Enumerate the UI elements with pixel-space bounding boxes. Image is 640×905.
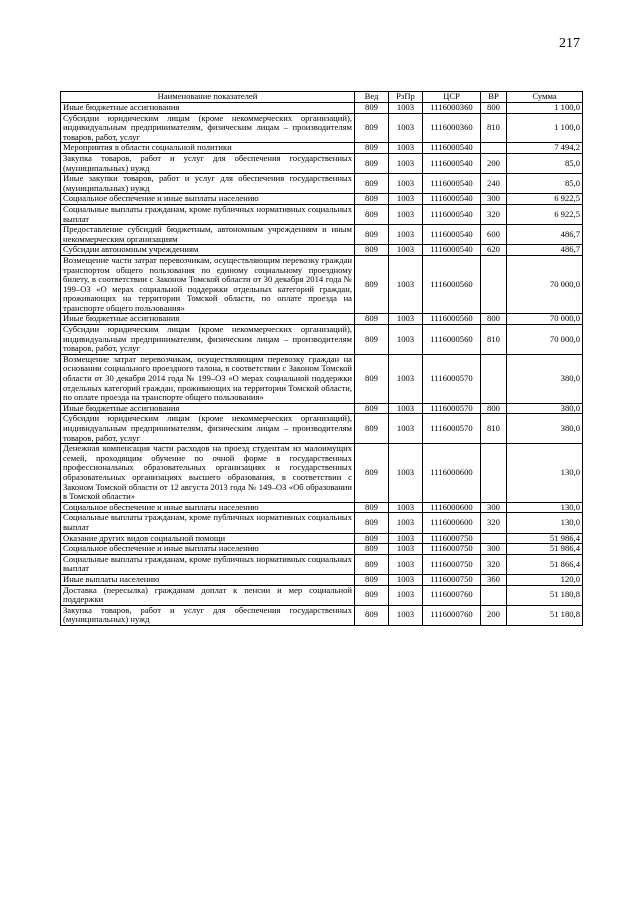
cell-rzpr: 1003 [389,204,423,224]
cell-sum: 130,0 [507,502,583,513]
cell-ved: 809 [355,403,389,414]
cell-name: Субсидии автономным учреждениям [61,245,355,256]
cell-name: Иные закупки товаров, работ и услуг для обеспечения государственных (муниципальных) нужд [61,174,355,194]
cell-csr: 1116000750 [423,533,481,544]
cell-rzpr: 1003 [389,245,423,256]
cell-csr: 1116000360 [423,113,481,143]
cell-rzpr: 1003 [389,403,423,414]
cell-sum: 51 866,4 [507,554,583,574]
cell-ved: 809 [355,354,389,403]
cell-sum: 380,0 [507,354,583,403]
cell-vr: 300 [481,502,507,513]
cell-csr: 1116000570 [423,414,481,444]
cell-name: Иные бюджетные ассигнования [61,314,355,325]
cell-name: Иные бюджетные ассигнования [61,403,355,414]
header-ved: Вед [355,92,389,103]
cell-vr: 810 [481,113,507,143]
cell-sum: 51 180,8 [507,605,583,625]
cell-name: Иные выплаты населению [61,574,355,585]
cell-csr: 1116000760 [423,605,481,625]
cell-rzpr: 1003 [389,143,423,154]
table-row [61,245,583,256]
cell-rzpr: 1003 [389,174,423,194]
cell-rzpr: 1003 [389,414,423,444]
cell-ved: 809 [355,513,389,533]
table-row [61,314,583,325]
cell-ved: 809 [355,502,389,513]
table-row [61,414,583,444]
cell-ved: 809 [355,574,389,585]
table-row [61,204,583,224]
table-row [61,225,583,245]
cell-sum: 85,0 [507,153,583,173]
cell-name: Оказание других видов социальной помощи [61,533,355,544]
header-sum: Сумма [507,92,583,103]
table-header-row [61,92,583,103]
cell-vr: 200 [481,605,507,625]
cell-vr: 800 [481,314,507,325]
header-csr: ЦСР [423,92,481,103]
cell-rzpr: 1003 [389,325,423,355]
cell-rzpr: 1003 [389,585,423,605]
cell-name: Денежная компенсация части расходов на проезд студентам из малоимущих семей, проходящим обучение по очной форме в государственных профессиональных образовательных организациях и государственных образовательных организациях высшего образования, в соответствии с Законом Томской области от 12 августа 2013 года № 149–ОЗ «Об образовании в Томской области» [61,444,355,503]
cell-vr: 800 [481,403,507,414]
cell-sum: 486,7 [507,245,583,256]
cell-ved: 809 [355,605,389,625]
cell-csr: 1116000570 [423,403,481,414]
cell-rzpr: 1003 [389,225,423,245]
cell-ved: 809 [355,314,389,325]
cell-name: Иные бюджетные ассигнования [61,103,355,114]
cell-vr [481,533,507,544]
cell-name: Возмещение затрат перевозчикам, осуществляющим перевозку граждан на основании социального проездного талона, в соответствии с Законом Томской области от 30 декабря 2014 года № 199–ОЗ «О мерах социальной поддержки отдельных категорий граждан, проживающих на территории Томской области, по оплате проезда на транспорте общего пользования» [61,354,355,403]
cell-name: Субсидии юридическим лицам (кроме некоммерческих организаций), индивидуальным предпринимателям, физическим лицам – производителям товаров, работ, услуг [61,113,355,143]
cell-vr: 620 [481,245,507,256]
cell-ved: 809 [355,533,389,544]
cell-vr: 300 [481,194,507,205]
cell-vr [481,255,507,314]
table-row [61,153,583,173]
cell-sum: 380,0 [507,403,583,414]
cell-vr: 360 [481,574,507,585]
cell-sum: 85,0 [507,174,583,194]
cell-vr [481,444,507,503]
cell-name: Предоставление субсидий бюджетным, автономным учреждениям и иным некоммерческим организациям [61,225,355,245]
cell-vr: 800 [481,103,507,114]
cell-csr: 1116000540 [423,245,481,256]
cell-csr: 1116000750 [423,554,481,574]
cell-name: Социальное обеспечение и иные выплаты населению [61,194,355,205]
cell-sum: 486,7 [507,225,583,245]
cell-name: Закупка товаров, работ и услуг для обеспечения государственных (муниципальных) нужд [61,605,355,625]
cell-csr: 1116000600 [423,513,481,533]
cell-name: Социальное обеспечение и иные выплаты населению [61,544,355,555]
cell-vr: 320 [481,204,507,224]
cell-rzpr: 1003 [389,554,423,574]
header-name: Наименование показателей [61,92,355,103]
cell-rzpr: 1003 [389,194,423,205]
table-row [61,113,583,143]
cell-csr: 1116000540 [423,225,481,245]
cell-sum: 1 100,0 [507,113,583,143]
cell-name: Возмещение части затрат перевозчикам, осуществляющим перевозку граждан транспортом общего пользования по единому социальному проездному билету, в соответствии с Законом Томской области от 30 декабря 2014 года № 199–ОЗ «О мерах социальной поддержки отдельных категорий граждан, проживающих на территории Томской области, по оплате проезда на транспорте общего пользования» [61,255,355,314]
table-row [61,605,583,625]
cell-sum: 6 922,5 [507,204,583,224]
table-row [61,444,583,503]
cell-ved: 809 [355,113,389,143]
cell-ved: 809 [355,245,389,256]
page-number: 217 [559,36,580,51]
cell-sum: 51 986,4 [507,544,583,555]
cell-name: Мероприятия в области социальной политики [61,143,355,154]
header-vr: ВР [481,92,507,103]
cell-sum: 70 000,0 [507,314,583,325]
cell-csr: 1116000750 [423,574,481,585]
cell-rzpr: 1003 [389,314,423,325]
cell-name: Социальное обеспечение и иные выплаты населению [61,502,355,513]
cell-ved: 809 [355,225,389,245]
cell-name: Социальные выплаты гражданам, кроме публичных нормативных социальных выплат [61,513,355,533]
cell-csr: 1116000570 [423,354,481,403]
cell-name: Закупка товаров, работ и услуг для обеспечения государственных (муниципальных) нужд [61,153,355,173]
table-row [61,502,583,513]
table-row [61,533,583,544]
table-row [61,103,583,114]
cell-sum: 70 000,0 [507,325,583,355]
cell-ved: 809 [355,544,389,555]
cell-sum: 7 494,2 [507,143,583,154]
cell-rzpr: 1003 [389,113,423,143]
table-row [61,585,583,605]
cell-rzpr: 1003 [389,103,423,114]
cell-rzpr: 1003 [389,354,423,403]
cell-ved: 809 [355,174,389,194]
cell-sum: 6 922,5 [507,194,583,205]
cell-rzpr: 1003 [389,574,423,585]
cell-ved: 809 [355,444,389,503]
cell-sum: 130,0 [507,513,583,533]
cell-rzpr: 1003 [389,255,423,314]
cell-vr: 810 [481,325,507,355]
cell-vr: 300 [481,544,507,555]
cell-csr: 1116000750 [423,544,481,555]
cell-ved: 809 [355,255,389,314]
table-row [61,513,583,533]
cell-sum: 51 180,8 [507,585,583,605]
cell-sum: 130,0 [507,444,583,503]
cell-name: Социальные выплаты гражданам, кроме публичных нормативных социальных выплат [61,204,355,224]
cell-ved: 809 [355,204,389,224]
cell-vr [481,354,507,403]
table-row [61,354,583,403]
table-row [61,325,583,355]
budget-table [60,91,583,626]
table-row [61,255,583,314]
cell-ved: 809 [355,414,389,444]
cell-rzpr: 1003 [389,444,423,503]
cell-sum: 380,0 [507,414,583,444]
cell-ved: 809 [355,103,389,114]
cell-sum: 70 000,0 [507,255,583,314]
cell-csr: 1116000560 [423,314,481,325]
cell-sum: 51 986,4 [507,533,583,544]
table-row [61,194,583,205]
cell-rzpr: 1003 [389,513,423,533]
cell-name: Субсидии юридическим лицам (кроме некоммерческих организаций), индивидуальным предпринимателям, физическим лицам – производителям товаров, работ, услуг [61,325,355,355]
cell-csr: 1116000540 [423,204,481,224]
cell-vr: 200 [481,153,507,173]
cell-csr: 1116000540 [423,194,481,205]
cell-csr: 1116000560 [423,325,481,355]
cell-rzpr: 1003 [389,533,423,544]
cell-ved: 809 [355,585,389,605]
cell-csr: 1116000540 [423,153,481,173]
cell-ved: 809 [355,153,389,173]
cell-sum: 120,0 [507,574,583,585]
cell-sum: 1 100,0 [507,103,583,114]
cell-csr: 1116000540 [423,174,481,194]
cell-name: Социальные выплаты гражданам, кроме публичных нормативных социальных выплат [61,554,355,574]
cell-csr: 1116000600 [423,444,481,503]
cell-vr: 600 [481,225,507,245]
cell-ved: 809 [355,143,389,154]
cell-rzpr: 1003 [389,153,423,173]
table-row [61,143,583,154]
table-row [61,174,583,194]
cell-csr: 1116000560 [423,255,481,314]
cell-vr [481,143,507,154]
cell-vr: 810 [481,414,507,444]
cell-vr: 240 [481,174,507,194]
cell-csr: 1116000760 [423,585,481,605]
cell-ved: 809 [355,554,389,574]
table-row [61,403,583,414]
table-row [61,554,583,574]
cell-ved: 809 [355,194,389,205]
cell-rzpr: 1003 [389,605,423,625]
cell-csr: 1116000540 [423,143,481,154]
cell-csr: 1116000360 [423,103,481,114]
table-row [61,574,583,585]
cell-rzpr: 1003 [389,502,423,513]
cell-name: Доставка (пересылка) гражданам доплат к пенсии и мер социальной поддержки [61,585,355,605]
table-body [61,103,583,626]
cell-ved: 809 [355,325,389,355]
table-row [61,544,583,555]
header-rzpr: РзПр [389,92,423,103]
cell-vr: 320 [481,513,507,533]
cell-csr: 1116000600 [423,502,481,513]
cell-name: Субсидии юридическим лицам (кроме некоммерческих организаций), индивидуальным предпринимателям, физическим лицам – производителям товаров, работ, услуг [61,414,355,444]
cell-rzpr: 1003 [389,544,423,555]
cell-vr [481,585,507,605]
cell-vr: 320 [481,554,507,574]
